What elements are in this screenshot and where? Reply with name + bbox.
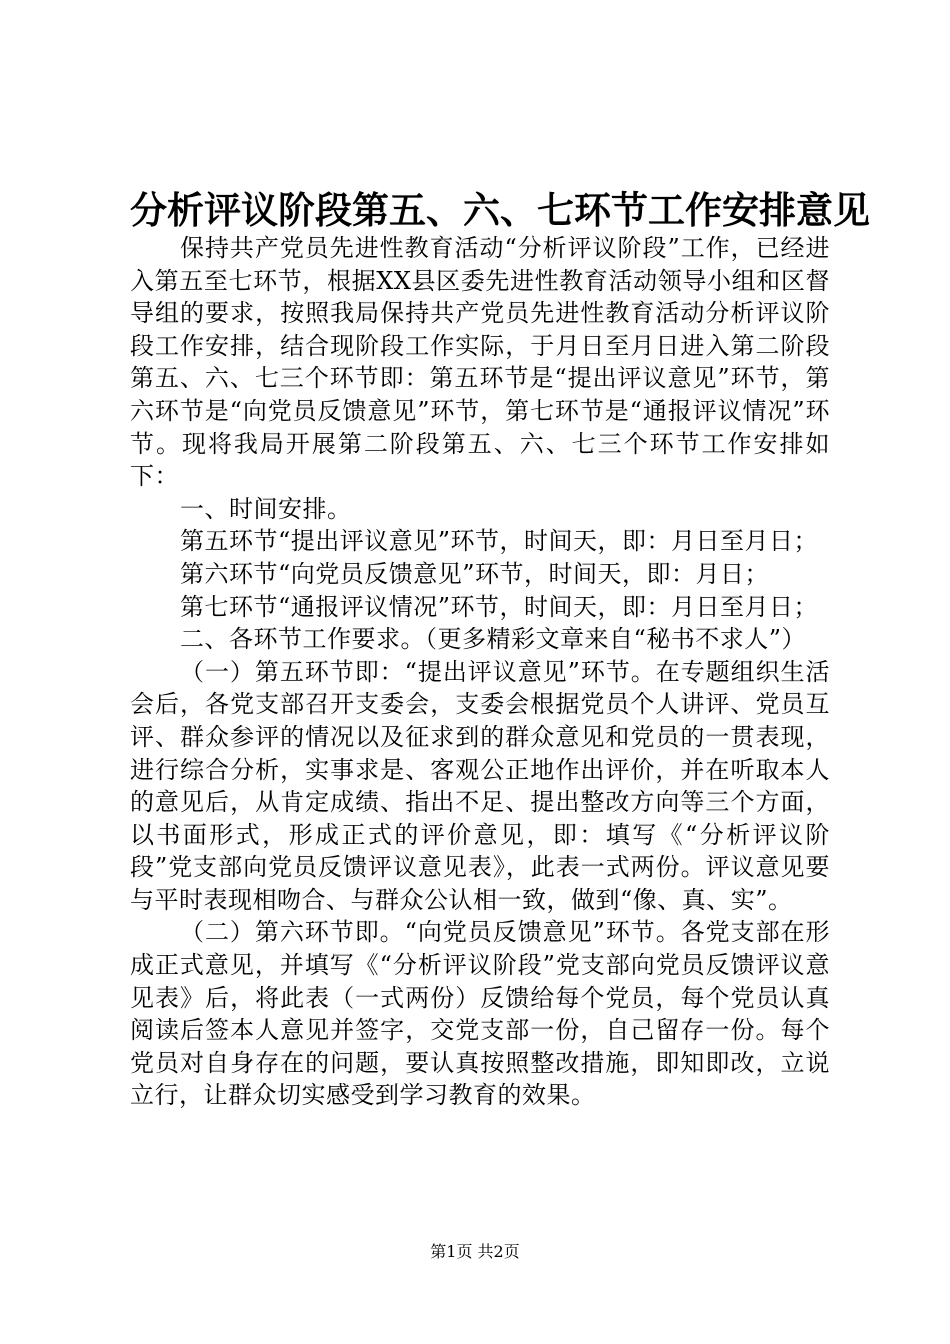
requirement-paragraph-fifth: （一）第五环节即：“提出评议意见”环节。在专题组织生活会后，各党支部召开支委会，支委会根据党员个人讲评、党员互评、群众参评的情况以及征求到的群众意见和党员的一贯表现，进行综合分析，实事求是、客观公正地作出评价，并在听取本人的意见后，从肯定成绩、指出不足、提出整改方向等三个方面，以书面形式，形成正式的评价意见，即：填写《“分析评议阶段”党支部向党员反馈评议意见表》，此表一式两份。评议意见要与平时表现相吻合、与群众公认相一致，做到“像、真、实”。 bbox=[130, 657, 830, 914]
requirement-paragraph-sixth: （二）第六环节即。“向党员反馈意见”环节。各党支部在形成正式意见，并填写《“分析评议阶段”党支部向党员反馈评议意见表》后，将此表（一式两份）反馈给每个党员，每个党员认真阅读后签本人意见并签字，交党支部一份，自己留存一份。每个党员对自身存在的问题，要认真按照整改措施，即知即改，立说立行，让群众切实感受到学习教育的效果。 bbox=[130, 918, 830, 1110]
page-footer: 第1页 共2页 bbox=[430, 1242, 520, 1261]
document-title: 分析评议阶段第五、六、七环节工作安排意见 bbox=[130, 188, 870, 232]
document-body bbox=[130, 232, 830, 1112]
section-heading-time: 一、时间安排。 bbox=[180, 494, 352, 523]
section-heading-requirements: 二、各环节工作要求。（更多精彩文章来自“秘书不求人”） bbox=[180, 625, 807, 654]
schedule-item-fifth: 第五环节“提出评议意见”环节，时间天，即：月日至月日； bbox=[180, 527, 819, 556]
schedule-item-sixth: 第六环节“向党员反馈意见”环节，时间天，即：月日； bbox=[180, 559, 770, 588]
intro-paragraph: 保持共产党员先进性教育活动“分析评议阶段”工作，已经进入第五至七环节，根据XX县区委先进性教育活动领导小组和区督导组的要求，按照我局保持共产党员先进性教育活动分析评议阶段工作安排，结合现阶段工作实际，于月日至月日进入第二阶段第五、六、七三个环节即：第五环节是“提出评议意见”环节，第六环节是“向党员反馈意见”环节，第七环节是“通报评议情况”环节。现将我局开展第二阶段第五、六、七三个环节工作安排如下： bbox=[130, 234, 830, 491]
schedule-item-seventh: 第七环节“通报评议情况”环节，时间天，即：月日至月日； bbox=[180, 592, 819, 621]
